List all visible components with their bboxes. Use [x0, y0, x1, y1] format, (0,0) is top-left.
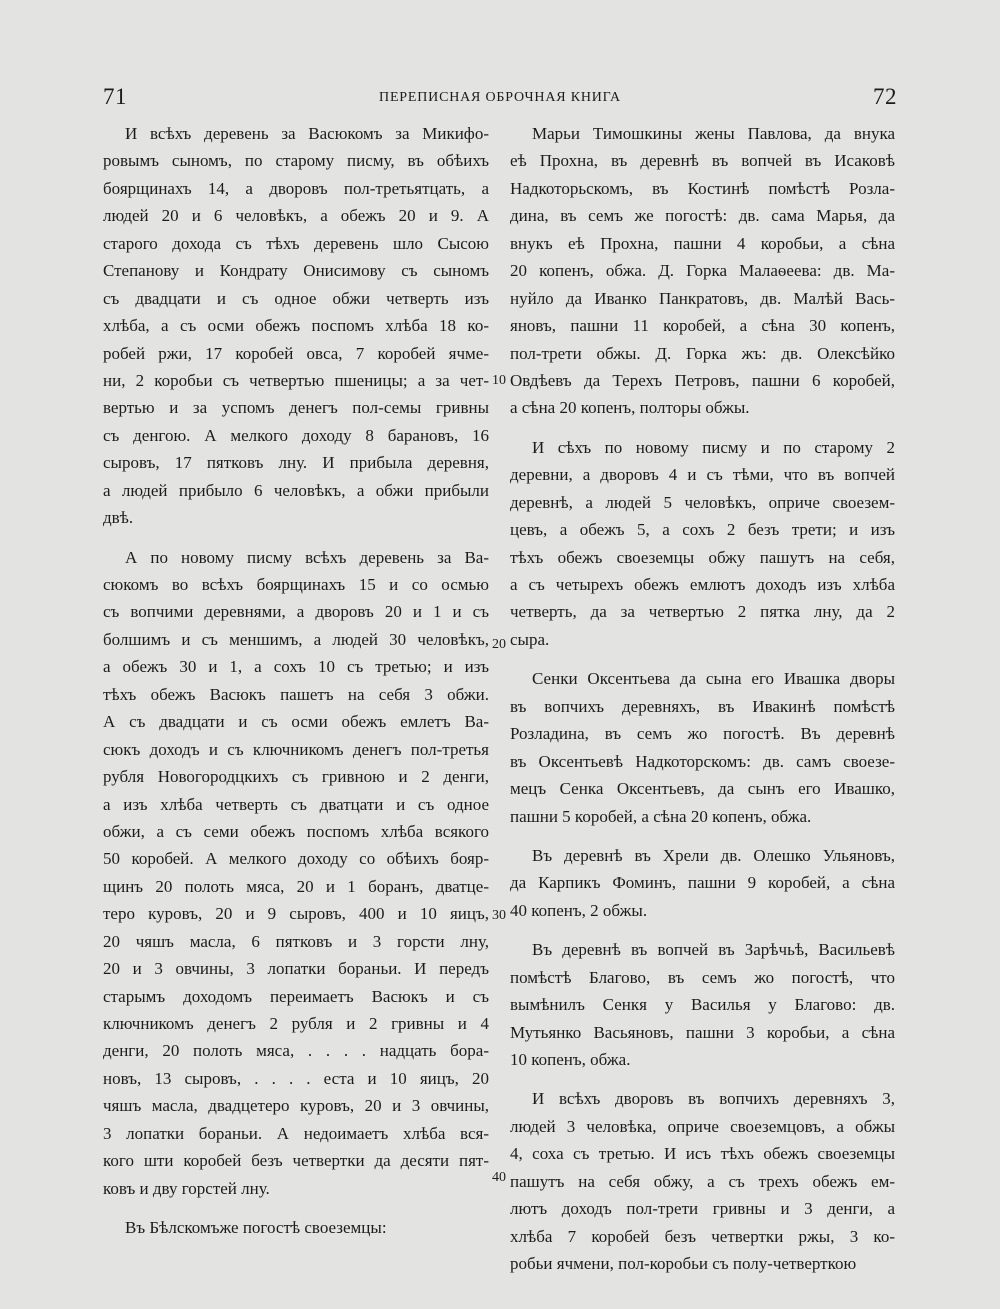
text-line: 3 лопатки бораньи. А недоимаетъ хлѣба вся-: [103, 1123, 489, 1143]
text-line: 20 чяшъ масла, 6 пятковъ и 3 горсти лну,: [103, 931, 489, 951]
text-line: 50 коробей. А мелкого доходу со обѣихъ бояр-: [103, 849, 489, 869]
line-number-10: 10: [492, 373, 506, 388]
paragraph: [510, 1085, 895, 1277]
text-line: новъ, 13 сыровъ, . . . . еста и 10 яицъ, 20: [103, 1068, 489, 1088]
text-line: въ Оксентьевѣ Надкоторскомъ: дв. самъ своезе-: [510, 751, 895, 771]
text-line: Сенки Оксентьева да сына его Ивашка дворы: [532, 669, 895, 689]
right-text-column: [510, 120, 895, 1278]
text-line: яновъ, пашни 11 коробей, а сѣна 30 копенъ,: [510, 316, 895, 336]
text-line: боярщинахъ 14, а дворовъ пол-третьятцать, а: [103, 178, 489, 198]
running-title: ПЕРЕПИСНАЯ ОБРОЧНАЯ КНИГА: [379, 90, 621, 105]
text-line: тѣхъ обежъ своеземцы обжу пашутъ на себя,: [510, 547, 895, 567]
text-line: двѣ.: [103, 508, 134, 528]
text-line: старого дохода съ тѣхъ деревень шло Сысою: [103, 233, 489, 253]
text-line: теро куровъ, 20 и 9 сыровъ, 400 и 10 яицъ,: [103, 904, 489, 924]
paragraph: [103, 1214, 489, 1241]
paragraph: [103, 120, 489, 532]
text-line: ни, 2 коробьи съ четвертью пшеницы; а за чет-: [103, 370, 489, 390]
text-line: 40 копенъ, 2 обжы.: [510, 900, 648, 920]
text-line: лютъ доходъ пол-трети гривны и 3 денги, а: [510, 1199, 895, 1219]
text-line: тѣхъ обежъ Васюкъ пашетъ на себя 3 обжи.: [103, 684, 489, 704]
text-line: Надкоторьскомъ, въ Костинѣ помѣстѣ Розла-: [510, 178, 895, 198]
paragraph: [510, 936, 895, 1073]
paragraph: [510, 842, 895, 924]
text-line: хлѣба, а съ осми обежъ поспомъ хлѣба 18 ко-: [103, 316, 489, 336]
line-number-30: 30: [492, 908, 506, 923]
text-line: Розладина, въ семъ жо погостѣ. Въ деревнѣ: [510, 724, 895, 744]
paragraph: [510, 434, 895, 654]
text-line: нуйло да Иванко Панкратовъ, дв. Малѣй Вась-: [510, 288, 895, 308]
page-number-left: 71: [103, 84, 127, 109]
text-line: 20 копенъ, обжа. Д. Горка Малаѳеева: дв. Ма-: [510, 261, 895, 281]
paragraph: [510, 120, 895, 422]
text-line: Степанову и Кондрату Онисимову съ сыномъ: [103, 261, 489, 281]
text-line: деревнѣ, а людей 5 человѣкъ, опричe своезем-: [510, 492, 895, 512]
text-line: сюкъ доходъ и съ ключникомъ денегъ пол-третья: [103, 739, 489, 759]
text-line: да Карпикъ Фоминъ, пашни 9 коробей, а сѣна: [510, 873, 895, 893]
text-line: сыровъ, 17 пятковъ лну. И прибыла деревня,: [103, 453, 489, 473]
left-text-column: [103, 120, 489, 1242]
text-line: Мутьянко Васьяновъ, пашни 3 коробьи, а сѣна: [510, 1022, 895, 1042]
text-line: хлѣба 7 коробей безъ четвертки ржы, 3 ко-: [510, 1226, 895, 1246]
text-line: пашни 5 коробей, а сѣна 20 копенъ, обжа.: [510, 806, 812, 826]
text-line: рубля Новогородцкихъ съ гривною и 2 денги,: [103, 767, 489, 787]
text-line: Въ деревнѣ въ вопчей въ Зарѣчьѣ, Васильевѣ: [532, 940, 895, 960]
line-number-20: 20: [492, 637, 506, 652]
text-line: пашутъ на себя обжу, а съ трехъ обежъ ем-: [510, 1171, 895, 1191]
text-line: а обежъ 30 и 1, а сохъ 10 съ третью; и изъ: [103, 657, 489, 677]
text-line: Въ Бѣлскомъже погостѣ своеземцы:: [125, 1218, 387, 1238]
text-line: обжи, а съ семи обежъ поспомъ хлѣба всякого: [103, 821, 489, 841]
text-line: внукъ еѣ Прохна, пашни 4 коробьи, а сѣна: [510, 233, 895, 253]
text-line: И всѣхъ дворовъ въ вопчихъ деревняхъ 3,: [532, 1089, 895, 1109]
text-line: съ двадцати и съ одное обжи четверть изъ: [103, 288, 489, 308]
text-line: сыра.: [510, 629, 550, 649]
text-line: а людей прибыло 6 человѣкъ, а обжи прибыли: [103, 480, 489, 500]
text-line: чяшъ масла, двадцетеро куровъ, 20 и 3 овчины,: [103, 1096, 489, 1116]
text-line: съ вопчими деревнями, а дворовъ 20 и 1 и съ: [103, 602, 489, 622]
text-line: мецъ Сенка Оксентьевъ, да сынъ его Ивашко,: [510, 779, 895, 799]
text-line: 10 копенъ, обжа.: [510, 1050, 631, 1069]
text-line: И сѣхъ по новому писму и по старому 2: [532, 437, 895, 457]
text-line: а сѣна 20 копенъ, полторы обжы.: [510, 398, 750, 418]
text-line: 20 и 3 овчины, 3 лопатки бораньи. И передъ: [103, 959, 489, 979]
text-line: Марьи Тимошкины жены Павлова, да внука: [532, 124, 895, 143]
text-line: сюкомъ во всѣхъ боярщинахъ 15 и со осмью: [103, 575, 489, 594]
text-line: 4, соха съ третью. И исъ тѣхъ обежъ своеземцы: [510, 1144, 895, 1164]
text-line: старымъ доходомъ переимаетъ Васюкъ и съ: [103, 986, 489, 1006]
text-line: щинъ 20 полоть мяса, 20 и 1 боранъ, дватце-: [103, 876, 489, 896]
paragraph: [510, 665, 895, 830]
text-line: кого шти коробей безъ четвертки да десяти пят-: [103, 1151, 489, 1171]
text-line: помѣстѣ Благово, въ семъ жо погостѣ, что: [510, 967, 895, 987]
text-line: робей ржи, 17 коробей овса, 7 коробей ячме-: [103, 343, 489, 363]
text-line: ключникомъ денегъ 2 рубля и 2 гривны и 4: [103, 1014, 489, 1033]
text-line: еѣ Прохна, въ деревнѣ въ вопчей въ Исаковѣ: [510, 151, 895, 171]
text-line: болшимъ и съ меншимъ, а людей 30 человѣкъ,: [103, 629, 489, 649]
text-line: пол-трети обжы. Д. Горка жъ: дв. Олексѣйко: [510, 343, 895, 363]
text-line: вымѣнилъ Сенкя у Василья у Благово: дв.: [510, 995, 895, 1015]
text-line: въ вопчихъ деревняхъ, въ Ивакинѣ помѣстѣ: [510, 696, 895, 716]
line-number-40: 40: [492, 1170, 506, 1185]
text-line: ковъ и дву горстей лну.: [103, 1178, 270, 1198]
text-line: четверть, да за четвертью 2 пятка лну, да 2: [510, 602, 895, 622]
text-line: А по новому писму всѣхъ деревень за Ва-: [125, 547, 489, 567]
text-line: Въ деревнѣ въ Хрели дв. Олешко Ульяновъ,: [532, 845, 895, 865]
text-line: Овдѣевъ да Терехъ Петровъ, пашни 6 коробей,: [510, 370, 895, 390]
text-line: а съ четырехъ обежъ емлютъ доходъ изъ хлѣба: [510, 575, 895, 594]
text-line: робьи ячмени, пол-коробьи съ полу-четверткою: [510, 1254, 857, 1274]
text-line: ровымъ сыномъ, по старому писму, въ обѣихъ: [103, 151, 489, 171]
text-line: дина, въ семъ же погостѣ: дв. сама Марья, да: [510, 206, 895, 226]
page-number-right: 72: [873, 84, 897, 109]
text-line: денги, 20 полоть мяса, . . . . надцать бора-: [103, 1041, 489, 1061]
text-line: деревни, а дворовъ 4 и съ тѣми, что въ вопчей: [510, 465, 895, 485]
paragraph: [103, 544, 489, 1203]
text-line: людей 3 человѣка, опричe своеземцовъ, а обжы: [510, 1116, 895, 1136]
text-line: съ денгою. А мелкого доходу 8 барановъ, 16: [103, 425, 489, 445]
text-line: а изъ хлѣба четверть съ дватцати и съ одное: [103, 794, 489, 814]
text-line: цевъ, а обежъ 5, а сохъ 2 безъ трети; и изъ: [510, 520, 895, 540]
text-line: А съ двадцати и съ осми обежъ емлетъ Ва-: [103, 712, 489, 732]
text-line: вертью и за успомъ денегъ пол-семы гривны: [103, 398, 489, 418]
text-line: И всѣхъ деревень за Васюкомъ за Микифо-: [125, 124, 489, 143]
text-line: людей 20 и 6 человѣкъ, а обежъ 20 и 9. А: [103, 206, 489, 226]
